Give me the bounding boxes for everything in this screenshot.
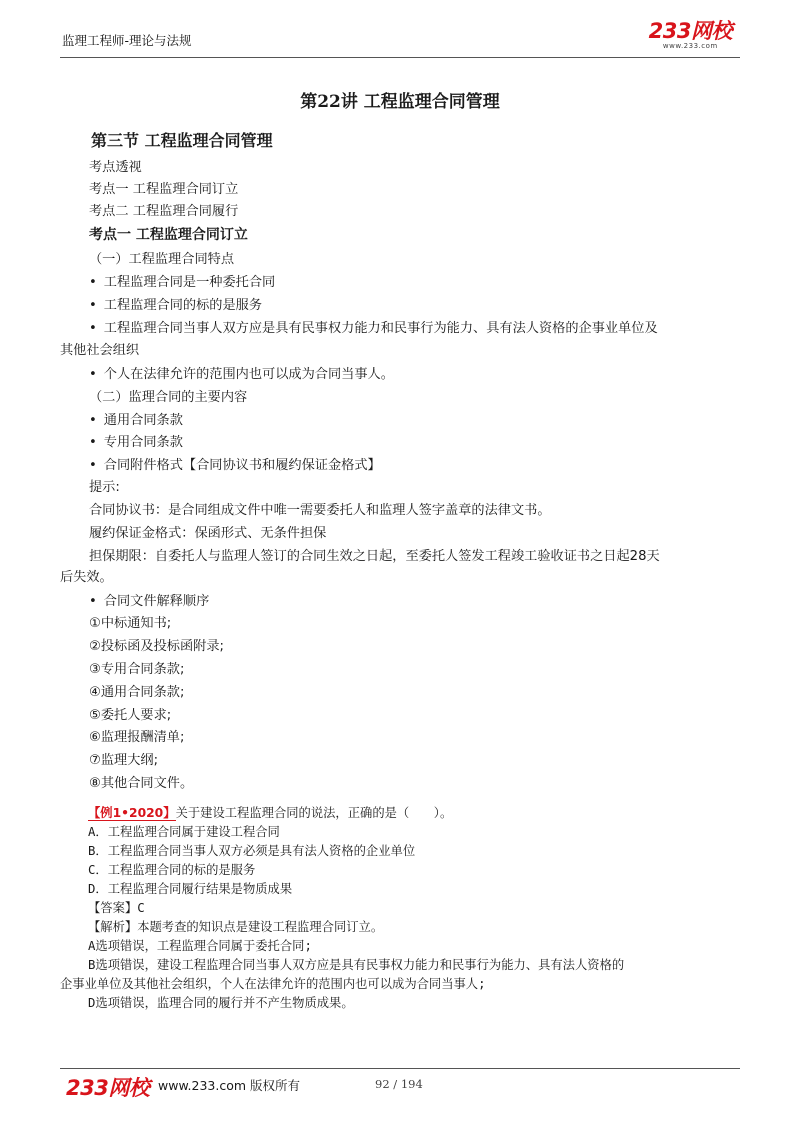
list-item: • 合同附件格式【合同协议书和履约保证金格式】 — [89, 457, 381, 475]
example-question — [88, 805, 452, 822]
page-number: 92 / 194 — [375, 1077, 423, 1091]
list-item: • 工程监理合同当事人双方应是具有民事权力能力和民事行为能力、具有法人资格的企事业单位及 — [89, 320, 658, 338]
explanation-b-continuation: 企事业单位及其他社会组织，个人在法律允许的范围内也可以成为合同当事人; — [60, 977, 486, 991]
brand-logo — [649, 20, 732, 50]
footer-divider — [60, 1068, 740, 1069]
list-item-continuation: 其他社会组织 — [60, 343, 140, 358]
list-item: • 工程监理合同的标的是服务 — [89, 297, 262, 315]
section-title: 第三节 工程监理合同管理 — [91, 131, 273, 150]
order-item: ②投标函及投标函附录; — [89, 639, 224, 654]
header-divider — [60, 57, 740, 58]
explanation-b: B选项错误，建设工程监理合同当事人双方应是具有民事权力能力和民事行为能力、具有法人资格的 — [88, 958, 625, 972]
list-item: • 个人在法律允许的范围内也可以成为合同当事人。 — [89, 366, 394, 384]
overview-label: 考点透视 — [89, 160, 142, 175]
point1-ref: 考点一 工程监理合同订立 — [89, 182, 239, 197]
option-d: D．工程监理合同履行结果是物质成果 — [88, 882, 293, 896]
list-item: • 工程监理合同是一种委托合同 — [89, 274, 275, 292]
order-item: ⑥监理报酬清单; — [89, 730, 185, 745]
option-c: C．工程监理合同的标的是服务 — [88, 863, 256, 877]
order-item: ⑦监理大纲; — [89, 753, 159, 768]
option-a: A．工程监理合同属于建设工程合同 — [88, 825, 280, 839]
option-b: B．工程监理合同当事人双方必须是具有法人资格的企业单位 — [88, 844, 416, 858]
subheading-contents: （二）监理合同的主要内容 — [89, 390, 248, 405]
footer-logo: 233网校 — [66, 1076, 150, 1100]
tip-line: 履约保证金格式：保函形式、无条件担保 — [89, 526, 327, 541]
point1-heading: 考点一 工程监理合同订立 — [89, 227, 248, 243]
logo-text: 233网校 — [648, 19, 732, 43]
analysis: 【解析】本题考查的知识点是建设工程监理合同订立。 — [88, 920, 384, 934]
order-item: ⑧其他合同文件。 — [89, 776, 194, 791]
explanation-a: A选项错误，工程监理合同属于委托合同; — [88, 939, 312, 953]
tip-label: 提示: — [89, 480, 120, 495]
header-title: 监理工程师-理论与法规 — [62, 33, 192, 48]
list-item: • 合同文件解释顺序 — [89, 593, 209, 611]
subheading-features: （一）工程监理合同特点 — [89, 252, 235, 267]
answer: 【答案】C — [88, 901, 145, 915]
explanation-d: D选项错误，监理合同的履行并不产生物质成果。 — [88, 996, 354, 1010]
lecture-title: 第22讲 工程监理合同管理 — [300, 92, 500, 112]
example-tag: 【例1•2020】 — [88, 806, 176, 820]
point2-ref: 考点二 工程监理合同履行 — [89, 204, 239, 219]
list-item: • 专用合同条款 — [89, 434, 183, 452]
order-item: ①中标通知书; — [89, 616, 172, 631]
order-item: ④通用合同条款; — [89, 685, 185, 700]
footer-copyright: www.233.com 版权所有 — [158, 1078, 300, 1093]
order-item: ③专用合同条款; — [89, 662, 185, 677]
question-text: 关于建设工程监理合同的说法，正确的是（ ）。 — [175, 806, 453, 820]
logo-url: www.233.com — [662, 42, 718, 50]
tip-line: 合同协议书：是合同组成文件中唯一需要委托人和监理人签字盖章的法律文书。 — [89, 503, 551, 518]
order-item: ⑤委托人要求; — [89, 708, 172, 723]
list-item: • 通用合同条款 — [89, 412, 183, 430]
tip-line-continuation: 后失效。 — [60, 570, 113, 585]
tip-line: 担保期限：自委托人与监理人签订的合同生效之日起，至委托人签发工程竣工验收证书之日起28天 — [89, 549, 660, 564]
